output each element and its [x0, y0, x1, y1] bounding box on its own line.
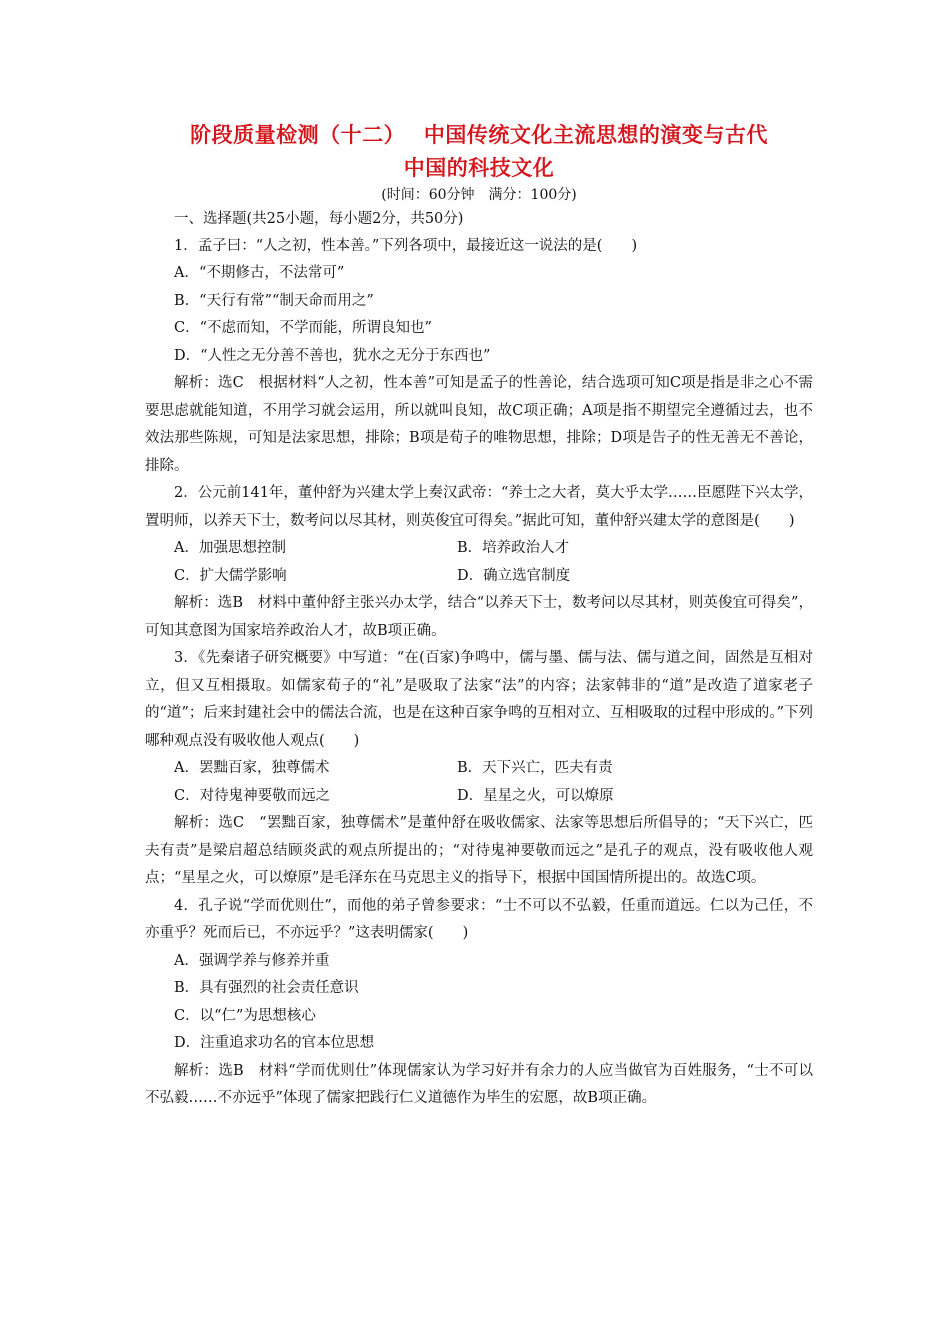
option-a: A．强调学养与修养并重 — [174, 952, 330, 969]
question-1 — [145, 233, 813, 481]
option-c: C．以“仁”为思想核心 — [174, 1007, 316, 1024]
question-stem: 4．孔子说“学而优则仕”，而他的弟子曾参要求：“士不可以不弘毅，任重而道远。仁以为己任，不亦重乎？死而后已，不亦远乎？”这表明儒家( ) — [145, 897, 813, 941]
question-analysis: 解析：选B 材料“学而优则仕”体现儒家认为学习好并有余力的人应当做官为百姓服务，“士不可以不弘毅……不亦远乎”体现了儒家把践行仁义道德作为毕生的宏愿，故B项正确。 — [145, 1062, 813, 1106]
options-row — [145, 563, 813, 591]
option-b: B．“天行有常”“制天命而用之” — [174, 292, 374, 309]
option-c: C．对待鬼神要敬而远之 — [174, 787, 331, 804]
document-title-line1: 阶段质量检测（十二） 中国传统文化主流思想的演变与古代 — [190, 122, 768, 147]
option-d: D．注重追求功名的官本位思想 — [174, 1035, 375, 1051]
option-c: C．“不虑而知，不学而能，所谓良知也” — [174, 320, 432, 336]
document-content — [145, 118, 813, 1113]
question-stem: 2．公元前141年，董仲舒为兴建太学上奏汉武帝：“养士之大者，莫大乎太学……臣愿陛下兴太学，置明师，以养天下士，数考问以尽其材，则英俊宜可得矣。”据此可知，董仲舒兴建太学的意图是( ) — [145, 485, 813, 529]
question-stem: 3．《先秦诸子研究概要》中写道：“在(百家)争鸣中，儒与墨、儒与法、儒与道之间，固然是互相对立，但又互相摄取。如儒家荀子的“礼”是吸取了法家“法”的内容；法家韩非的“道”是改造了道家老子的“道”；后来封建社会中的儒法合流，也是在这种百家争鸣的互相对立、互相吸取的过程中形成的。”下列哪种观点没有吸收他人观点( ) — [145, 650, 814, 749]
option-c: C．扩大儒学影响 — [174, 567, 287, 584]
options-row — [145, 535, 813, 563]
options-row — [145, 755, 813, 783]
option-a: A．加强思想控制 — [174, 540, 286, 556]
option-d: D．确立选官制度 — [457, 567, 571, 584]
option-d: D．“人性之无分善不善也，犹水之无分于东西也” — [174, 347, 491, 364]
option-b: B．天下兴亡，匹夫有责 — [457, 760, 613, 776]
option-d: D．星星之火，可以燎原 — [457, 787, 614, 804]
option-a: A．罢黜百家，独尊儒术 — [174, 760, 330, 776]
question-analysis: 解析：选B 材料中董仲舒主张兴办太学，结合“以养天下士，数考问以尽其材，则英俊宜可得矣”，可知其意图为国家培养政治人才，故B项正确。 — [145, 595, 813, 639]
option-b: B．培养政治人才 — [457, 540, 570, 556]
question-analysis: 解析：选C “罢黜百家，独尊儒术”是董仲舒在吸收儒家、法家等思想后所倡导的；“天下兴亡，匹夫有责”是梁启超总结顾炎武的观点所提出的；“对待鬼神要敬而远之”是孔子的观点，没有吸收他人观点；“星星之火，可以燎原”是毛泽东在马克思主义的指导下，根据中国国情所提出的。故选C项。 — [145, 815, 813, 886]
question-2 — [145, 480, 813, 645]
question-stem: 1．孟子曰：“人之初，性本善。”下列各项中，最接近这一说法的是( ) — [174, 237, 638, 254]
option-b: B．具有强烈的社会责任意识 — [174, 980, 359, 996]
document-title-line2: 中国的科技文化 — [403, 155, 555, 180]
question-3 — [145, 645, 813, 893]
time-info: (时间：60分钟 满分：100分) — [381, 187, 577, 203]
options-row — [145, 783, 813, 811]
question-analysis: 解析：选C 根据材料“人之初，性本善”可知是孟子的性善论，结合选项可知C项是指是非之心不需要思虑就能知道，不用学习就会运用，所以就叫良知，故C项正确；A项是指不期望完全遵循过去，也不效法那些陈规，可知是法家思想，排除；B项是荀子的唯物思想，排除；D项是告子的性无善无不善论，排除。 — [145, 375, 813, 474]
section-heading: 一、选择题(共25小题，每小题2分，共50分) — [174, 211, 464, 227]
option-a: A．“不期修古，不法常可” — [174, 265, 345, 281]
question-4 — [145, 893, 813, 1113]
